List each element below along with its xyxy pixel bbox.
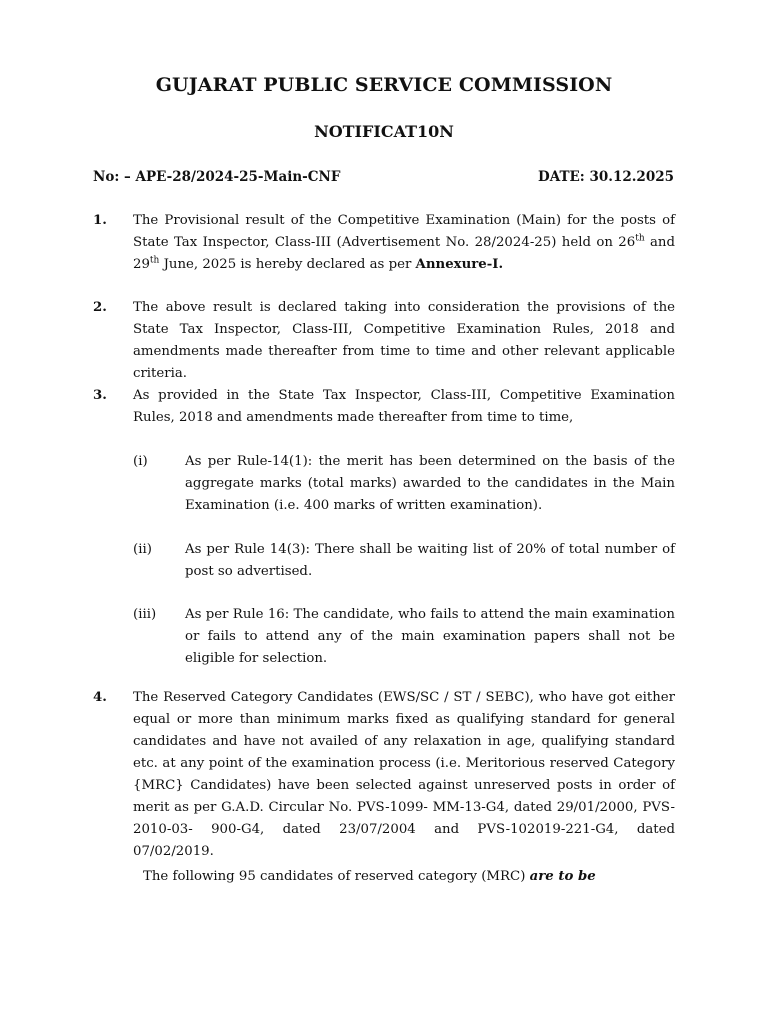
paragraph-number: 1. xyxy=(93,213,107,228)
notification-date: DATE: 30.12.2025 xyxy=(538,169,675,185)
paragraph-number: 4. xyxy=(93,690,107,705)
paragraph-number: 3. xyxy=(93,388,107,403)
closing-line: The following 95 candidates of reserved category (MRC) are to be xyxy=(143,869,596,884)
paragraph-4 xyxy=(93,687,675,863)
sub-item-iii xyxy=(133,604,675,670)
annexure-reference: Annexure-I xyxy=(415,257,499,272)
paragraph-number: 2. xyxy=(93,300,107,315)
sub-item-number: (i) xyxy=(133,454,148,469)
reference-number: No: – APE-28/2024-25-Main-CNF xyxy=(93,169,341,185)
notification-heading: NOTIFICAT10N xyxy=(314,122,454,141)
sub-item-text: As per Rule-14(1): the merit has been determined on the basis of the aggregate marks (total marks) awarded to the candidates in the Main Examination (i.e. 400 marks of written examination). xyxy=(185,454,675,513)
paragraph-1 xyxy=(93,210,675,276)
paragraph-text: The Reserved Category Candidates (EWS/SC / ST / SEBC), who have got either equal or more than minimum marks fixed as qualifying standard for general candidates and have not availed of any relaxation in age, qualifying standard etc. at any point of the examination process (i.e. Meritorious reserved Category {MRC} Candidates) have been selected against unreserved posts in order of merit as per G.A.D. Circular No. PVS-1099- MM-13-G4, dated 29/01/2000, PVS-2010-03- 900-G4, dated 23/07/2004 and PVS-102019-221-G4, dated 07/02/2019. xyxy=(133,690,675,859)
sub-item-text: As per Rule 14(3): There shall be waiting list of 20% of total number of post so advertised. xyxy=(185,542,675,579)
sub-item-ii xyxy=(133,539,675,583)
paragraph-text: As provided in the State Tax Inspector, Class-III, Competitive Examination Rules, 2018 and amendments made thereafter from time to time, xyxy=(133,388,675,425)
emphasis-text: are to be xyxy=(529,869,596,884)
sub-item-number: (iii) xyxy=(133,607,157,622)
sub-item-number: (ii) xyxy=(133,542,152,557)
paragraph-2 xyxy=(93,297,675,385)
document-title: GUJARAT PUBLIC SERVICE COMMISSION xyxy=(155,74,613,96)
paragraph-text: The Provisional result of the Competitive Examination (Main) for the posts of State Tax Inspector, Class-III (Advertisement No. 28/2024-25) held on 26th and 29th June, 2025 is hereby declared as per Annexure-I. xyxy=(133,213,675,272)
paragraph-3 xyxy=(93,385,675,429)
sub-item-text: As per Rule 16: The candidate, who fails to attend the main examination or fails to attend any of the main examination papers shall not be eligible for selection. xyxy=(185,607,675,666)
sub-item-i xyxy=(133,451,675,517)
paragraph-text: The above result is declared taking into consideration the provisions of the State Tax Inspector, Class-III, Competitive Examination Rules, 2018 and amendments made thereafter from time to time and other relevant applicable criteria. xyxy=(133,300,675,381)
